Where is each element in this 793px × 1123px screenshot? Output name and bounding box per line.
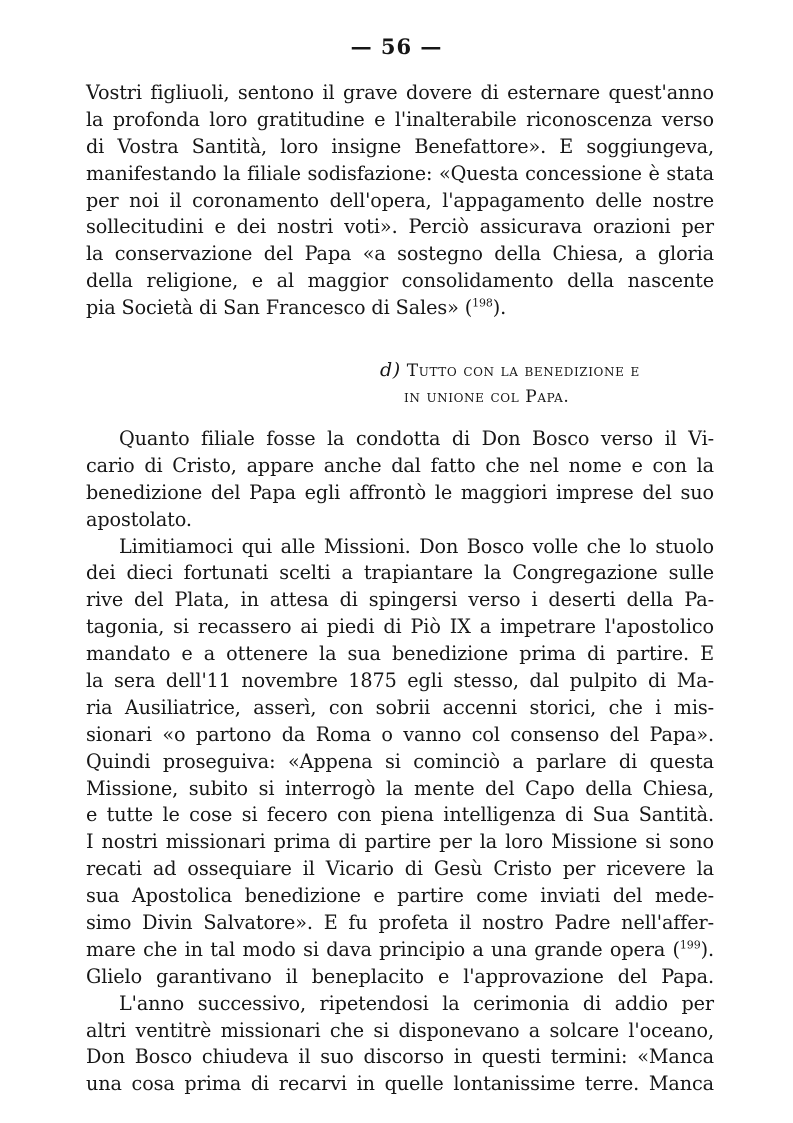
text-line: Limitiamoci qui alle Missioni. Don Bosco volle che lo stuolo — [119, 534, 714, 558]
text-line: ria Ausiliatrice, asserì, con sobrii accenni storici, che i mis- — [86, 695, 714, 719]
paragraph-1 — [86, 80, 714, 322]
body-text — [86, 426, 714, 1098]
text-line: Glielo garantivano il beneplacito e l'approvazione del Papa. — [86, 964, 714, 988]
footnote-reference: 198 — [472, 296, 493, 310]
text-line: recati ad ossequiare il Vicario di Gesù Cristo per ricevere la — [86, 857, 714, 881]
text-line: manifestando la filiale sodisfazione: «Questa concessione è stata — [86, 161, 714, 185]
text-line: sua Apostolica benedizione e partire come inviati del mede- — [86, 884, 714, 908]
text-line: una cosa prima di recarvi in quelle lontanissime terre. Manca — [86, 1072, 714, 1096]
text-line: apostolato. — [86, 507, 192, 531]
text-line: sollecitudini e dei nostri voti». Perciò assicurava orazioni per — [86, 215, 714, 239]
text-line: altri ventitrè missionari che si disponevano a solcare l'oceano, — [86, 1018, 714, 1042]
text-line: benedizione del Papa egli affrontò le maggiori imprese del suo — [86, 480, 714, 504]
text-line — [86, 937, 714, 964]
page-number: — 56 — — [350, 34, 443, 59]
text-line: L'anno successivo, ripetendosi la cerimonia di addio per — [119, 991, 714, 1015]
text-line: e tutte le cose si fecero con piena intelligenza di Sua Santità. — [86, 803, 714, 827]
text-line: sionari «o partono da Roma o vanno col consenso del Papa». — [86, 722, 714, 746]
heading-line: in unione col Papa. — [404, 387, 570, 407]
heading-text: Tutto con la benedizione e — [406, 361, 640, 381]
text-line: mandato e a ottenere la sua benedizione prima di partire. E — [86, 642, 714, 666]
text-line: I nostri missionari prima di partire per la loro Missione si sono — [86, 830, 714, 854]
text-line: della religione, e al maggior consolidamento della nascente — [86, 269, 714, 293]
text-fragment: mare che in tal modo si dava principio a una grande opera ( — [86, 937, 680, 961]
heading-letter: d) — [380, 359, 401, 381]
text-line: Vostri figliuoli, sentono il grave dovere di esternare quest'anno — [86, 81, 714, 104]
text-line: la sera dell'11 novembre 1875 egli stesso, dal pulpito di Ma- — [86, 669, 714, 693]
text-fragment: pia Società di San Francesco di Sales» ( — [86, 296, 473, 320]
text-line: simo Divin Salvatore». E fu profeta il nostro Padre nell'affer- — [86, 911, 714, 935]
section-heading — [380, 357, 720, 411]
text-line: rive del Plata, in attesa di spingersi verso i deserti della Pa- — [86, 588, 714, 612]
text-line: Quanto filiale fosse la condotta di Don Bosco verso il Vi- — [119, 427, 714, 450]
text-line: Missione, subito si interrogò la mente del Capo della Chiesa, — [86, 776, 714, 800]
text-line: dei dieci fortunati scelti a trapiantare la Congregazione sulle — [86, 561, 714, 585]
text-line: di Vostra Santità, loro insigne Benefattore». E soggiungeva, — [86, 134, 714, 158]
text-line: la conservazione del Papa «a sostegno della Chiesa, a gloria — [86, 242, 714, 266]
text-line: per noi il coronamento dell'opera, l'appagamento delle nostre — [86, 188, 714, 212]
text-line: cario di Cristo, appare anche dal fatto che nel nome e con la — [86, 453, 714, 477]
heading-line — [380, 357, 720, 384]
text-fragment: ). — [700, 937, 714, 961]
text-line: tagonia, si recassero ai piedi di Piò IX a impetrare l'apostolico — [86, 615, 714, 639]
footnote-reference: 199 — [679, 938, 701, 952]
text-line: pia Società di San Francesco di Sales» ($^{198}$). — [86, 296, 507, 320]
text-line: la profonda loro gratitudine e l'inalterabile riconoscenza verso — [86, 107, 714, 131]
text-line: Quindi proseguiva: «Appena si cominciò a parlare di questa — [86, 749, 714, 773]
text-line: Don Bosco chiudeva il suo discorso in questi termini: «Manca — [86, 1045, 714, 1069]
